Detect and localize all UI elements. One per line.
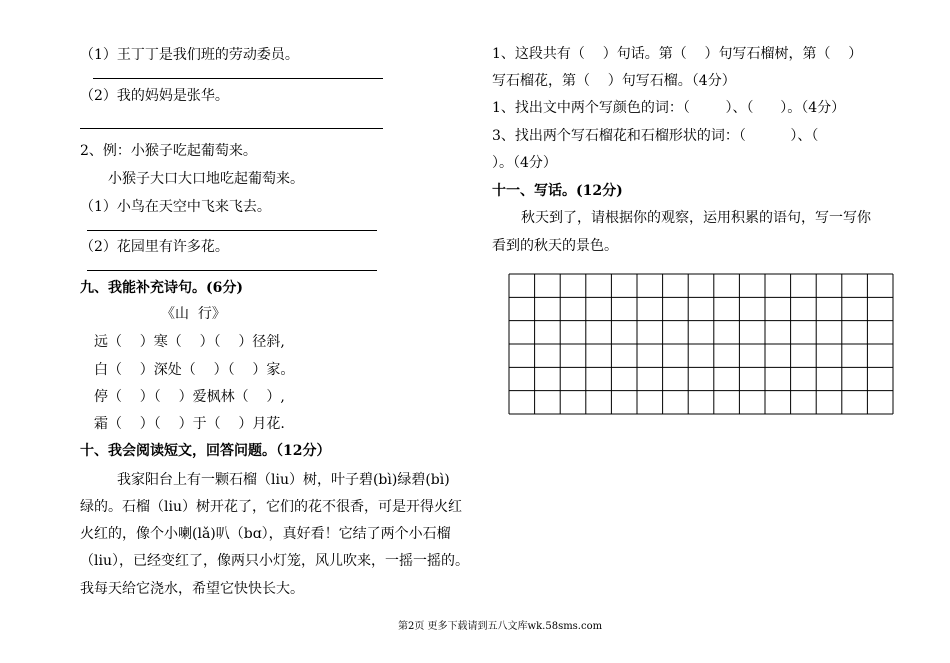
reading-q1-line1: 1、这段共有（ ）句话。第（ ）句写石榴树，第（ ） <box>492 46 863 62</box>
poem-line-1: 远（ ）寒（ ）（ ）径斜, <box>94 334 285 350</box>
poem-line-4: 霜（ ）（ ）于（ ）月花. <box>94 416 285 432</box>
poem-line-2: 白（ ）深处（ ）（ ）家。 <box>94 362 295 378</box>
s9-title: 九、我能补充诗句。(6分) <box>80 280 243 296</box>
writing-grid[interactable] <box>508 273 894 415</box>
reading-q3-line1: 3、找出两个写石榴花和石榴形状的词：（ ）、（ <box>492 128 819 144</box>
answer-line <box>87 230 377 231</box>
q2-item2: （2）花园里有许多花。 <box>80 239 229 255</box>
s11-title: 十一、写话。(12分) <box>492 183 623 199</box>
q2-example: 2、例：小猴子吃起葡萄来。 <box>80 143 257 159</box>
reading-q2: 1、找出文中两个写颜色的词：（ ）、（ ）。（4分） <box>492 100 846 116</box>
writing-prompt-line2: 看到的秋天的景色。 <box>492 238 618 254</box>
passage-line-1: 我家阳台上有一颗石榴（liu）树，叶子碧(bì)绿碧(bì) <box>117 472 450 488</box>
passage-line-5: 我每天给它浇水，希望它快快长大。 <box>80 581 304 597</box>
s8-item1: （1）王丁丁是我们班的劳动委员。 <box>80 47 299 63</box>
s10-title: 十、我会阅读短文，回答问题。（12分） <box>80 443 331 459</box>
passage-line-4: （liu），已经变红了，像两只小灯笼，风儿吹来，一摇一摇的。 <box>80 553 469 569</box>
q2-example-answer: 小猴子大口大口地吃起葡萄来。 <box>108 171 304 187</box>
writing-prompt-line1: 秋天到了，请根据你的观察，运用积累的语句，写一写你 <box>521 210 871 226</box>
answer-line <box>80 128 383 129</box>
answer-line <box>93 78 383 79</box>
reading-q3-line2: ）。（4分） <box>492 155 557 171</box>
poem-title: 《山 行》 <box>161 306 226 322</box>
poem-line-3: 停（ ）（ ）爱枫林（ ）, <box>94 389 285 405</box>
passage-line-3: 火红的，像个小喇(lǎ)叭（bɑ），真好看！它结了两个小石榴 <box>80 526 451 542</box>
s8-item2: （2）我的妈妈是张华。 <box>80 88 229 104</box>
page-footer: 第2页 更多下载请到五八文库wk.58sms.com <box>398 621 603 632</box>
passage-line-2: 绿的。石榴（liu）树开花了，它们的花不很香，可是开得火红 <box>80 499 462 515</box>
answer-line <box>87 270 377 271</box>
reading-q1-line2: 写石榴花，第（ ）句写石榴。（4分） <box>492 73 736 89</box>
q2-item1: （1）小鸟在天空中飞来飞去。 <box>80 199 271 215</box>
